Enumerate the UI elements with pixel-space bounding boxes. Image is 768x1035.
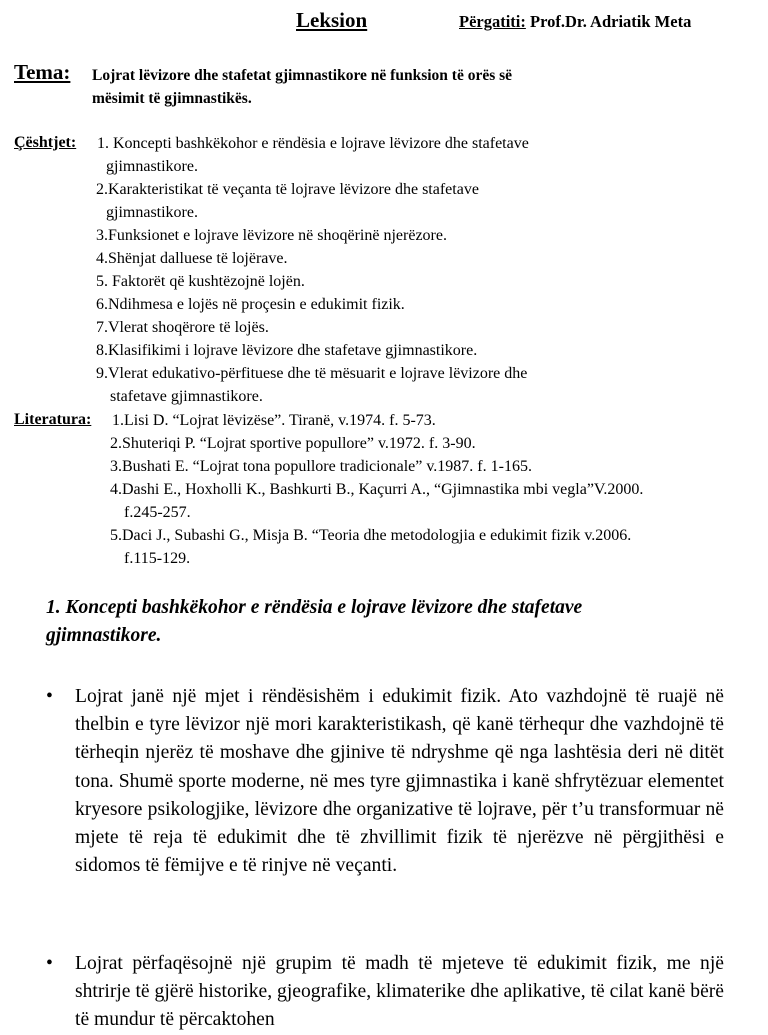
tema-text xyxy=(92,64,512,110)
ceshtje-item: 3.Funksionet e lojrave lëvizore në shoqërinë njerëzore. xyxy=(96,227,447,244)
ceshtje-item: 4.Shënjat dalluese të lojërave. xyxy=(96,250,288,267)
ceshtje-item: 7.Vlerat shoqërore të lojës. xyxy=(96,319,269,336)
author-name: Prof.Dr. Adriatik Meta xyxy=(525,12,692,31)
literatura-item: 2.Shuteriqi P. “Lojrat sportive popullore” v.1972. f. 3-90. xyxy=(110,435,476,452)
ceshtjet-label: Çështjet: xyxy=(14,134,77,151)
author-line xyxy=(459,12,691,32)
bullet-icon: • xyxy=(46,686,53,707)
ceshtje-item: gjimnastikore. xyxy=(106,204,198,221)
literatura-item: f.245-257. xyxy=(124,504,191,521)
section-heading xyxy=(46,594,736,650)
literatura-item: 3.Bushati E. “Lojrat tona popullore tradicionale” v.1987. f. 1-165. xyxy=(110,458,532,475)
section-heading-line: gjimnastikore. xyxy=(46,625,162,646)
ceshtje-item: stafetave gjimnastikore. xyxy=(110,388,263,405)
tema-line: mësimit të gjimnastikës. xyxy=(92,90,252,107)
ceshtje-item: 5. Faktorët që kushtëzojnë lojën. xyxy=(96,273,305,290)
document-type-title: Leksion xyxy=(296,8,368,32)
ceshtje-item: 9.Vlerat edukativo-përfituese dhe të mësuarit e lojrave lëvizore dhe xyxy=(96,365,528,382)
literatura-label: Literatura: xyxy=(14,411,92,428)
bullet-paragraph xyxy=(46,683,724,880)
bullet-icon: • xyxy=(46,953,53,974)
literatura-item: 4.Dashi E., Hoxholli K., Bashkurti B., Kaçurri A., “Gjimnastika mbi vegla”V.2000. xyxy=(110,481,644,498)
section-heading-line: 1. Koncepti bashkëkohor e rëndësia e lojrave lëvizore dhe stafetave xyxy=(46,597,583,618)
literatura-item: 5.Daci J., Subashi G., Misja B. “Teoria dhe metodologjia e edukimit fizik v.2006. xyxy=(110,527,632,544)
paragraph-text: Lojrat përfaqësojnë një grupim të madh të mjeteve të edukimit fizik, me një shtrirje të gjërë historike, gjeografike, klimaterike dhe aplikative, të cilat kanë bërë të mundur të përcaktohen xyxy=(75,953,724,1031)
bullet-paragraph xyxy=(46,950,724,1035)
ceshtje-item: 8.Klasifikimi i lojrave lëvizore dhe stafetave gjimnastikore. xyxy=(96,342,478,359)
literatura-item: f.115-129. xyxy=(124,550,191,567)
ceshtje-item: 1. Koncepti bashkëkohor e rëndësia e lojrave lëvizore dhe stafetave xyxy=(97,135,529,152)
ceshtje-item: 2.Karakteristikat të veçanta të lojrave lëvizore dhe stafetave xyxy=(96,181,479,198)
tema-label: Tema: xyxy=(14,60,71,84)
tema-line: Lojrat lëvizore dhe stafetat gjimnastikore në funksion të orës së xyxy=(92,67,513,84)
literatura-item: 1.Lisi D. “Lojrat lëvizëse”. Tiranë, v.1974. f. 5-73. xyxy=(112,412,436,429)
author-label: Përgatiti: xyxy=(459,12,526,31)
ceshtje-item: gjimnastikore. xyxy=(106,158,198,175)
ceshtje-item: 6.Ndihmesa e lojës në proçesin e edukimit fizik. xyxy=(96,296,405,313)
paragraph-text: Lojrat janë një mjet i rëndësishëm i edukimit fizik. Ato vazhdojnë të ruajë në thelbin e tyre lëvizor një mori karakteristikash, që kanë tërhequr dhe vazhdojnë të tërheqin njerëz të moshave dhe gjinive të ndryshme që nga lashtësia deri në ditët tona. Shumë sporte moderne, në mes tyre gjimnastika i kanë shfrytëzuar elementet kryesore psikologjike, lëvizore dhe organizative të lojrave, për t’u transformuar në mjete të reja të edukimit dhe të zhvillimit fizik të njerëzve në përgjithësi e sidomos të fëmijve e të rinjve në veçanti. xyxy=(75,686,724,877)
